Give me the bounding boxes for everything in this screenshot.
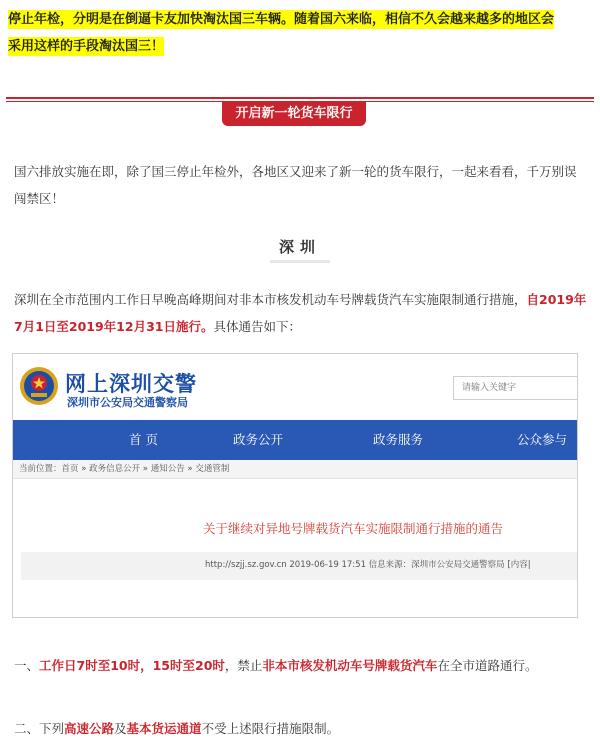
rule-2 [14,715,588,742]
nav-public[interactable]: 公众参与 [517,432,568,447]
section-banner: 开启新一轮货车限行 [222,102,366,126]
rule-1-vehicles: 非本市核发机动车号牌载货汽车 [262,658,438,673]
notice-date-range: 自2019年7月1日至2019年12月31日施行。 [14,292,587,334]
police-emblem-icon [19,366,59,406]
notice-title: 关于继续对异地号牌载货汽车实施限制通行措施的通告 [203,521,504,536]
nav-home[interactable]: 首 页 [129,432,158,447]
rule-2-prefix: 二、下列 [14,721,65,736]
city-heading: 深圳 [270,236,330,263]
notice-meta-bar [21,552,577,580]
site-nav-bar [13,420,577,460]
rule-2-suffix: 不受上述限行措施限制。 [201,721,340,736]
site-name: 网上深圳交警 [65,372,197,396]
nav-gov-service[interactable]: 政务服务 [373,432,424,447]
rule-1-hours: 工作日7时至10时，15时至20时 [39,658,225,673]
rule-1-suffix: 在全市道路通行。 [437,658,538,673]
search-input[interactable] [453,376,578,400]
notice-paragraph [14,286,588,340]
breadcrumb: 当前位置：首页 » 政务信息公开 » 通知公告 » 交通管制 [19,464,230,474]
site-subtitle: 深圳市公安局交通警察局 [67,396,188,409]
rule-2-freight-route: 基本货运通道 [126,721,202,736]
site-header [13,354,577,420]
section-divider [6,97,594,99]
embedded-website-screenshot [12,353,578,618]
rule-2-and: 及 [114,721,127,736]
rule-1-text: ，禁止 [224,658,263,673]
intro-paragraph: 国六排放实施在即，除了国三停止年检外，各地区又迎来了新一轮的货车限行，一起来看看，千万别误闯禁区！ [14,164,577,206]
rule-1-prefix: 一、 [14,658,40,673]
lead-line-2: 采用这样的手段淘汰国三！ [8,39,165,54]
notice-text: 深圳在全市范围内工作日早晚高峰期间对非本市核发机动车号牌载货汽车实施限制通行措施， [14,292,527,307]
breadcrumb-bar [13,460,577,479]
notice-suffix: 具体通告如下： [213,319,301,334]
nav-gov-info[interactable]: 政务公开 [233,432,284,447]
highlighted-lead-text [8,6,592,60]
notice-meta: http://szjj.sz.gov.cn 2019-06-19 17:51 信息来源：深圳市公安局交通警察局 [内容| [205,560,531,570]
rule-1 [14,652,588,679]
rule-2-expressway: 高速公路 [64,721,115,736]
lead-line-1: 停止年检，分明是在倒逼卡友加快淘汰国三车辆。随着国六来临，相信不久会越来越多的地区会 [8,12,555,27]
